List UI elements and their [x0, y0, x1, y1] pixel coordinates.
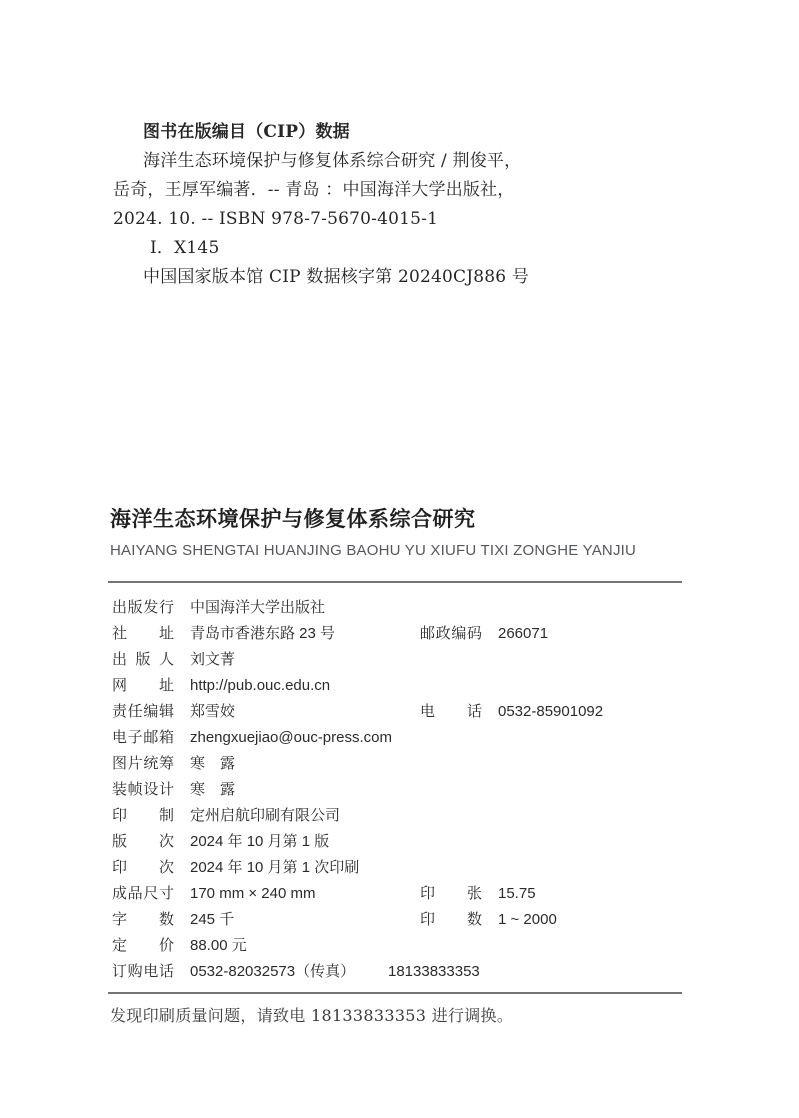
colophon-row — [0, 595, 799, 621]
colophon-value: zhengxuejiao@ouc-press.com — [190, 729, 392, 746]
colophon-value: 245 千 — [190, 911, 235, 928]
colophon-label: 出版人 — [112, 651, 174, 668]
colophon-row — [0, 751, 799, 777]
colophon-label: 订购电话 — [112, 963, 174, 980]
colophon-row — [0, 777, 799, 803]
colophon-table — [0, 595, 799, 985]
cip-line: Ⅰ．X145 — [150, 238, 220, 258]
cip-line: 中国国家版本馆 CIP 数据核字第 20240CJ886 号 — [143, 267, 530, 287]
colophon-value: 0532-82032573（传真） — [190, 963, 356, 980]
colophon-label: 网址 — [112, 677, 174, 694]
colophon-value: 中国海洋大学出版社 — [190, 599, 326, 616]
colophon-value: 2024 年 10 月第 1 次印刷 — [190, 859, 360, 876]
colophon-label: 装帧设计 — [112, 781, 174, 798]
colophon-label: 定价 — [112, 937, 174, 954]
colophon-label: 电子邮箱 — [112, 729, 174, 746]
cip-block — [113, 118, 673, 292]
quality-note: 发现印刷质量问题，请致电 18133833353 进行调换。 — [110, 1006, 514, 1025]
colophon-label: 图片统筹 — [112, 755, 174, 772]
colophon-label: 印次 — [112, 859, 174, 876]
colophon-label: 成品尺寸 — [112, 885, 174, 902]
colophon-row — [0, 881, 799, 907]
book-title-pinyin: HAIYANG SHENGTAI HUANJING BAOHU YU XIUFU TIXI ZONGHE YANJIU — [110, 542, 637, 559]
title-block — [110, 505, 710, 560]
colophon-value: 郑雪姣 — [190, 703, 236, 720]
colophon-row — [0, 621, 799, 647]
cip-line: 2024. 10. -- ISBN 978-7-5670-4015-1 — [113, 209, 439, 229]
colophon-value: 寒 露 — [190, 755, 236, 772]
colophon-label: 印制 — [112, 807, 174, 824]
colophon-value: 0532-85901092 — [498, 703, 604, 720]
colophon-label: 印张 — [420, 885, 482, 902]
colophon-label: 社址 — [112, 625, 174, 642]
colophon-row — [0, 699, 799, 725]
colophon-value: 2024 年 10 月第 1 版 — [190, 833, 330, 850]
colophon-row — [0, 829, 799, 855]
divider-bottom — [108, 992, 682, 994]
cip-heading: 图书在版编目（CIP）数据 — [143, 122, 350, 142]
colophon-label: 电话 — [420, 703, 482, 720]
divider-top — [108, 581, 682, 583]
colophon-label: 邮政编码 — [420, 625, 482, 642]
colophon-row — [0, 803, 799, 829]
colophon-value: 15.75 — [498, 885, 536, 902]
colophon-value: 刘文菁 — [190, 651, 236, 668]
colophon-value: 青岛市香港东路 23 号 — [190, 625, 336, 642]
colophon-value: 寒 露 — [190, 781, 236, 798]
colophon-row — [0, 647, 799, 673]
cip-line: 岳奇，王厚军编著．-- 青岛 ：中国海洋大学出版社， — [113, 180, 515, 200]
colophon-label: 版次 — [112, 833, 174, 850]
colophon-label: 字数 — [112, 911, 174, 928]
colophon-label: 印数 — [420, 911, 482, 928]
colophon-label: 责任编辑 — [112, 703, 174, 720]
colophon-value: 88.00 元 — [190, 937, 247, 954]
colophon-row — [0, 907, 799, 933]
colophon-value: 定州启航印刷有限公司 — [190, 807, 341, 824]
colophon-value: 266071 — [498, 625, 549, 642]
colophon-row — [0, 933, 799, 959]
book-title: 海洋生态环境保护与修复体系综合研究 — [110, 508, 476, 531]
colophon-value: 1 ~ 2000 — [498, 911, 557, 928]
colophon-value: 170 mm × 240 mm — [190, 885, 316, 902]
colophon-value: 18133833353 — [388, 963, 480, 980]
cip-line: 海洋生态环境保护与修复体系综合研究 / 荆俊平， — [143, 151, 522, 171]
colophon-row — [0, 725, 799, 751]
colophon-row — [0, 673, 799, 699]
colophon-row — [0, 959, 799, 985]
colophon-value: http://pub.ouc.edu.cn — [190, 677, 331, 694]
colophon-label: 出版发行 — [112, 599, 174, 616]
colophon-row — [0, 855, 799, 881]
